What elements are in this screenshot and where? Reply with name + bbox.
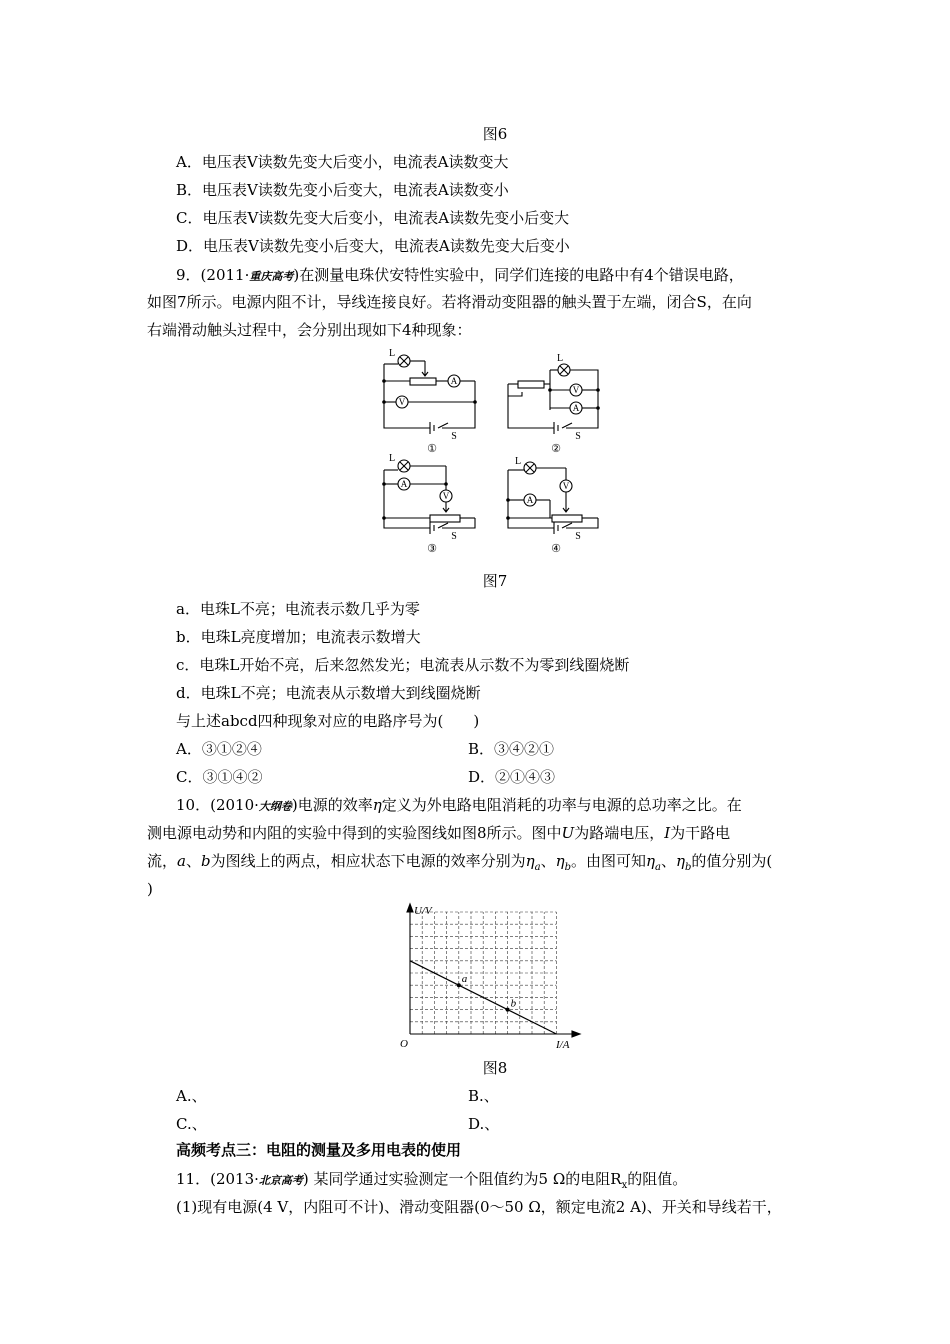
c4-lamp-label: L <box>514 456 522 467</box>
q9-phenomenon-a: a．电珠L不亮；电流表示数几乎为零 <box>176 600 420 618</box>
q8-option-a: A．电压表V读数先变大后变小，电流表A读数变大 <box>176 153 509 171</box>
c3-voltmeter-label: V <box>442 491 450 501</box>
q10-line-1 <box>176 795 742 817</box>
figure-8-caption: 图8 <box>482 1059 508 1077</box>
c3-number: ③ <box>427 543 437 555</box>
q11-line-2: (1)现有电源(4 V，内阻可不计)、滑动变阻器(0～50 Ω，额定电流2 A)、开关和导线若干， <box>176 1198 782 1216</box>
q10-line2-b: 为路端电压， <box>574 824 665 842</box>
c2-voltmeter-label: V <box>572 385 580 395</box>
q10-line-2 <box>147 823 730 843</box>
q10-eta: η <box>372 796 382 814</box>
circuit-3 <box>384 460 475 534</box>
q10-option-c: C.、 <box>176 1115 207 1133</box>
c4-number: ④ <box>551 543 561 555</box>
q9-prefix: 9．(2011· <box>176 266 250 284</box>
q9-option-d: D．②①④③ <box>468 768 556 786</box>
q10-eta-b: η <box>555 852 565 870</box>
q9-option-a: A．③①②④ <box>176 740 262 758</box>
q10-option-d: D.、 <box>468 1115 500 1133</box>
c2-ammeter-label: A <box>572 403 580 413</box>
c4-ammeter-label: A <box>526 495 534 505</box>
figure-8-chart <box>396 900 596 1050</box>
q9-line1-text: )在测量电珠伏安特性实验中，同学们连接的电路中有4个错误电路， <box>293 266 744 284</box>
q9-line-1 <box>176 265 744 287</box>
circuit-2 <box>508 364 598 434</box>
q11-source: 北京高考 <box>258 1174 303 1187</box>
q9-option-b: B．③④②① <box>468 740 555 758</box>
c3-switch-label: S <box>451 531 457 542</box>
x-axis-label: I/A <box>556 1039 570 1050</box>
q10-sep-3: 、 <box>660 852 676 870</box>
c1-ammeter-label: A <box>450 376 458 386</box>
figure-7-caption: 图7 <box>482 572 508 590</box>
q8-option-d: D．电压表V读数先变小后变大，电流表A读数先变大后变小 <box>176 237 570 255</box>
q11-sub-x: x <box>621 1180 628 1191</box>
q10-line1-b: 定义为外电路电阻消耗的功率与电源的总功率之比。在 <box>381 796 742 814</box>
figure-7-circuits <box>370 344 610 566</box>
circuit-4 <box>508 462 598 534</box>
c1-number: ① <box>427 443 437 455</box>
q10-u-symbol: U <box>561 824 575 842</box>
q10-i-symbol: I <box>664 824 671 842</box>
c3-ammeter-label: A <box>400 479 408 489</box>
q10-prefix: 10．(2010· <box>176 796 259 814</box>
q9-source: 重庆高考 <box>249 270 294 283</box>
q9-question: 与上述abcd四种现象对应的电路序号为( ) <box>176 712 480 730</box>
origin-label: O <box>400 1038 408 1050</box>
q11-prefix: 11．(2013· <box>176 1170 259 1188</box>
point-label-b: b <box>510 997 517 1010</box>
q8-option-b: B．电压表V读数先变小后变大，电流表A读数变小 <box>176 181 509 199</box>
q10-line-4: ) <box>147 880 153 898</box>
c1-switch-label: S <box>451 431 457 442</box>
q9-phenomenon-d: d．电珠L不亮；电流表从示数增大到线圈烧断 <box>176 684 481 702</box>
c1-lamp-label: L <box>388 348 396 359</box>
q10-a-symbol: a <box>177 852 186 870</box>
q10-sub-a2: a <box>655 862 661 873</box>
point-label-a: a <box>461 973 468 986</box>
c4-voltmeter-label: V <box>562 481 570 491</box>
q10-option-b: B.、 <box>468 1087 499 1105</box>
q10-b-symbol: b <box>200 852 211 870</box>
q10-sub-b: b <box>564 862 571 873</box>
q10-sep-2: 、 <box>540 852 556 870</box>
circuit-1 <box>384 355 475 434</box>
y-axis-label: U/V <box>414 905 432 917</box>
q11-line1-end: 的阻值。 <box>627 1170 688 1188</box>
c3-lamp-label: L <box>388 453 396 464</box>
c2-switch-label: S <box>575 431 581 442</box>
point-a <box>457 983 461 987</box>
q10-eta-b2: η <box>676 852 685 870</box>
q10-eta-a2: η <box>646 852 656 870</box>
c2-lamp-label: L <box>556 353 564 364</box>
x-axis-arrow <box>572 1031 580 1037</box>
q10-option-a: A.、 <box>176 1087 207 1105</box>
section-title: 高频考点三：电阻的测量及多用电表的使用 <box>176 1142 462 1159</box>
c2-number: ② <box>551 443 561 455</box>
q10-line1-a: )电源的效率 <box>291 796 373 814</box>
q9-line-3: 右端滑动触头过程中，会分别出现如下4种现象： <box>147 321 472 339</box>
q10-line3-c: 。由图可知 <box>571 852 647 870</box>
figure-6-caption: 图6 <box>482 125 508 143</box>
q10-eta-a: η <box>525 852 535 870</box>
q10-line3-d: 的值分别为( <box>691 852 773 870</box>
q10-line2-c: 为干路电 <box>670 824 731 842</box>
q10-line-3 <box>147 851 772 878</box>
q10-sub-b2: b <box>685 862 692 873</box>
q11-line1-text: ) 某同学通过实验测定一个阻值约为5 Ω的电阻R <box>302 1170 622 1188</box>
q9-option-c: C．③①④② <box>176 768 263 786</box>
point-b <box>506 1008 510 1012</box>
y-axis-arrow <box>407 904 413 912</box>
q9-phenomenon-b: b．电珠L亮度增加；电流表示数增大 <box>176 628 421 646</box>
c4-switch-label: S <box>575 531 581 542</box>
q10-line2-a: 测电源电动势和内阻的实验中得到的实验图线如图8所示。图中 <box>147 824 562 842</box>
q10-sub-a: a <box>534 862 541 873</box>
q10-line3-a: 流， <box>147 852 178 870</box>
q11-line-1 <box>176 1169 687 1196</box>
q10-source: 大纲卷 <box>258 800 292 813</box>
c1-voltmeter-label: V <box>398 397 406 407</box>
q8-option-c: C．电压表V读数先变大后变小，电流表A读数先变小后变大 <box>176 209 570 227</box>
q9-line-2: 如图7所示。电源内阻不计，导线连接良好。若将滑动变阻器的触头置于左端，闭合S，在向 <box>147 293 752 311</box>
q10-line3-b: 为图线上的两点，相应状态下电源的效率分别为 <box>210 852 526 870</box>
q9-phenomenon-c: c．电珠L开始不亮，后来忽然发光；电流表从示数不为零到线圈烧断 <box>176 656 630 674</box>
q10-sep-1: 、 <box>185 852 201 870</box>
